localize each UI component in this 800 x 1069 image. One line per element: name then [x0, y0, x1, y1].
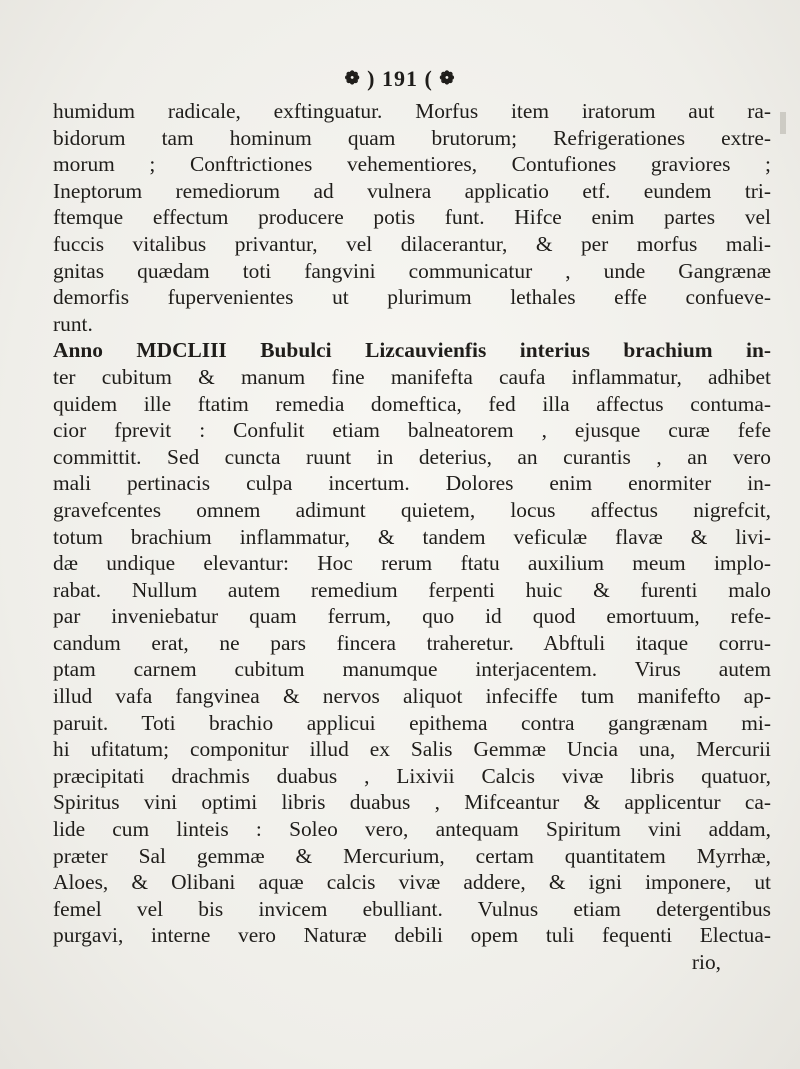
text-line: ter cubitum & manum fine manifefta caufa inflammatur, adhibet	[53, 364, 771, 389]
text-line: runt.	[53, 311, 93, 336]
body-text	[53, 98, 771, 976]
text-line: Spiritus vini optimi libris duabus , Mifceantur & applicentur ca-	[53, 790, 771, 815]
text-line: Aloes, & Olibani aquæ calcis vivæ addere, & igni imponere, ut	[53, 870, 771, 895]
text-line: Anno MDCLIII Bubulci Lizcauvienfis interius brachium in-	[53, 338, 771, 363]
text-line: gravefcentes omnem adimunt quietem, locus affectus nigrefcit,	[53, 497, 771, 522]
text-line: morum ; Conftrictiones vehementiores, Contufiones graviores ;	[53, 152, 771, 177]
text-line: præter Sal gemmæ & Mercurium, certam quantitatem Myrrhæ,	[53, 843, 771, 868]
text-line: par inveniebatur quam ferrum, quo id quod emortuum, refe-	[53, 604, 771, 629]
text-line: lide cum linteis : Soleo vero, antequam Spiritum vini addam,	[53, 817, 771, 842]
text-line: dæ undique elevantur: Hoc rerum ftatu auxilium meum implo-	[53, 551, 771, 576]
text-line: totum brachium inflammatur, & tandem veficulæ flavæ & livi-	[53, 524, 771, 549]
margin-mark	[780, 112, 786, 134]
right-ornament: ❁	[439, 68, 456, 88]
text-line: humidum radicale, exftinguatur. Morfus item iratorum aut ra-	[53, 99, 771, 123]
text-line: committit. Sed cuncta ruunt in deterius, an curantis , an vero	[53, 444, 771, 469]
text-line: ftemque effectum producere potis funt. Hifce enim partes vel	[53, 205, 771, 230]
text-line: femel vel bis invicem ebulliant. Vulnus etiam detergentibus	[53, 896, 771, 921]
page-header	[0, 66, 800, 92]
text-line: demorfis fupervenientes ut plurimum lethales effe confueve-	[53, 285, 771, 310]
page-number: ) 191 (	[367, 66, 433, 91]
catchword: rio,	[691, 950, 721, 974]
text-line: ptam carnem cubitum manumque interjacentem. Virus autem	[53, 657, 771, 682]
text-line: candum erat, ne pars fincera traheretur. Abftuli itaque corru-	[53, 630, 771, 655]
text-line: bidorum tam hominum quam brutorum; Refrigerationes extre-	[53, 125, 771, 150]
text-line: fuccis vitalibus privantur, vel dilacerantur, & per morfus mali-	[53, 231, 771, 256]
left-ornament: ❁	[344, 68, 361, 88]
text-line: gnitas quædam toti fangvini communicatur , unde Gangrænæ	[53, 258, 771, 283]
text-line: rabat. Nullum autem remedium ferpenti huic & furenti malo	[53, 577, 771, 602]
text-line: cior fprevit : Confulit etiam balneatorem , ejusque curæ fefe	[53, 418, 771, 443]
text-line: mali pertinacis culpa incertum. Dolores enim enormiter in-	[53, 471, 771, 496]
text-line: hi ufitatum; componitur illud ex Salis Gemmæ Uncia una, Mercurii	[53, 737, 771, 762]
text-line: Ineptorum remediorum ad vulnera applicatio etf. eundem tri-	[53, 178, 771, 203]
text-line: præcipitati drachmis duabus , Lixivii Calcis vivæ libris quatuor,	[53, 763, 771, 788]
text-line: illud vafa fangvinea & nervos aliquot infeciffe tum manifefto ap-	[53, 684, 771, 709]
text-line: paruit. Toti brachio applicui epithema contra gangrænam mi-	[53, 710, 771, 735]
text-line: quidem ille ftatim remedia domeftica, fed illa affectus contuma-	[53, 391, 771, 416]
text-line: purgavi, interne vero Naturæ debili opem tuli fequenti Electua-	[53, 923, 771, 948]
